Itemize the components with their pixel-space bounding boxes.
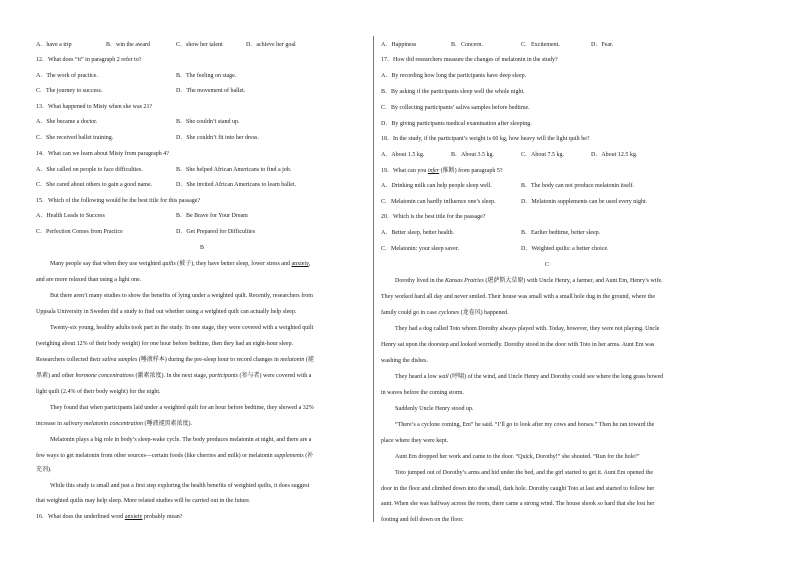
q16-option-d[interactable]: D．Fear. bbox=[591, 42, 614, 48]
q13-option-c[interactable]: C．She received ballet training. bbox=[36, 135, 114, 141]
q16-option-b[interactable]: B．Concern. bbox=[451, 42, 483, 48]
q15-option-c[interactable]: C．Perfection Comes from Practice bbox=[36, 229, 123, 235]
q14-option-b[interactable]: B．She helped African Americans to find a job. bbox=[176, 167, 292, 173]
q16-option-a[interactable]: A．Happiness bbox=[381, 42, 417, 48]
q20-option-d[interactable]: D．Weighted quilts: a better choice. bbox=[521, 246, 609, 252]
q12-option-b[interactable]: B．The feeling on stage. bbox=[176, 73, 237, 79]
q14-option-a[interactable]: A．She called on people to face difficulties. bbox=[36, 167, 143, 173]
q12-option-c[interactable]: C．The journey to success. bbox=[36, 88, 103, 94]
q16-question: 16．What does the underlined word anxiety probably mean? bbox=[36, 514, 183, 520]
q15-option-a[interactable]: A．Health Leads to Success bbox=[36, 213, 105, 219]
q14-option-d[interactable]: D．She invited African Americans to learn ballet. bbox=[176, 182, 297, 188]
q19-question: 19．What can you infer (推断) from paragraph 5? bbox=[381, 168, 503, 174]
passage-c-paragraph-6: Aunt Em dropped her work and came to the door. “Quick, Dorothy!” she shouted. “Run for the hole!” bbox=[395, 454, 640, 460]
q12-option-d[interactable]: D．The movement of ballet. bbox=[176, 88, 246, 94]
section-b-heading: B bbox=[199, 245, 204, 251]
section-c-heading: C bbox=[544, 262, 549, 268]
q12-option-a[interactable]: A．The work of practice. bbox=[36, 73, 98, 79]
q20-option-b[interactable]: B．Earlier bedtime, better sleep. bbox=[521, 230, 601, 236]
q19-option-c[interactable]: C．Melatonin can hardly influence one’s sleep. bbox=[381, 199, 496, 205]
q16-option-c[interactable]: C．Excitement. bbox=[521, 42, 560, 48]
underlined-word-anxiety: anxiety bbox=[291, 261, 309, 267]
q17-option-c[interactable]: C．By collecting participants’ saliva samples before bedtime. bbox=[381, 105, 530, 111]
q20-question: 20．Which is the best title for the passage? bbox=[381, 214, 486, 220]
q14-option-c[interactable]: C．She cared about others to gain a good name. bbox=[36, 182, 153, 188]
q20-option-c[interactable]: C．Melatonin: your sleep saver. bbox=[381, 246, 459, 252]
q18-option-d[interactable]: D．About 12.5 kg. bbox=[591, 152, 638, 158]
q13-option-a[interactable]: A．She became a doctor. bbox=[36, 119, 98, 125]
q18-question: 18．In the study, if the participant’s weight is 60 kg, how heavy will the light quilt be? bbox=[381, 136, 590, 142]
q11-option-c[interactable]: C．show her talent bbox=[176, 42, 223, 48]
q20-option-a[interactable]: A．Better sleep, better health. bbox=[381, 230, 455, 236]
q17-option-d[interactable]: D．By giving participants medical examination after sleeping. bbox=[381, 121, 532, 127]
q15-question: 15．Which of the following would be the best title for this passage? bbox=[36, 198, 201, 204]
q11-option-a[interactable]: A．have a trip bbox=[36, 42, 72, 48]
q17-question: 17．How did researchers measure the changes of melatonin in the study? bbox=[381, 57, 558, 63]
q15-option-d[interactable]: D．Get Prepared for Difficulties bbox=[176, 229, 256, 235]
q18-option-c[interactable]: C．About 7.5 kg. bbox=[521, 152, 565, 158]
q15-option-b[interactable]: B．Be Brave for Your Dream bbox=[176, 213, 248, 219]
q18-option-a[interactable]: A．About 1.5 kg. bbox=[381, 152, 425, 158]
q11-option-b[interactable]: B．win the award bbox=[106, 42, 150, 48]
q19-option-d[interactable]: D．Melatonin supplements can be used every night. bbox=[521, 199, 648, 205]
q17-option-a[interactable]: A．By recording how long the participants have deep sleep. bbox=[381, 73, 527, 79]
q17-option-b[interactable]: B．By asking if the participants sleep well the whole night. bbox=[381, 89, 525, 95]
q14-question: 14．What can we learn about Misty from paragraph 4? bbox=[36, 151, 169, 157]
column-divider bbox=[373, 36, 374, 522]
q13-option-b[interactable]: B．She couldn’t stand up. bbox=[176, 119, 240, 125]
q19-option-b[interactable]: B．The body can not produce melatonin itself. bbox=[521, 183, 635, 189]
passage-c-paragraph-4: Suddenly Uncle Henry stood up. bbox=[395, 406, 474, 412]
q13-question: 13．What happened to Misty when she was 21? bbox=[36, 104, 153, 110]
q13-option-d[interactable]: D．She couldn’t fit into her dress. bbox=[176, 135, 259, 141]
q11-option-d[interactable]: D．achieve her goal bbox=[246, 42, 296, 48]
q12-question: 12．What does “it” in paragraph 2 refer to? bbox=[36, 57, 142, 63]
q19-option-a[interactable]: A．Drinking milk can help people sleep well. bbox=[381, 183, 492, 189]
q18-option-b[interactable]: B．About 3.5 kg. bbox=[451, 152, 495, 158]
